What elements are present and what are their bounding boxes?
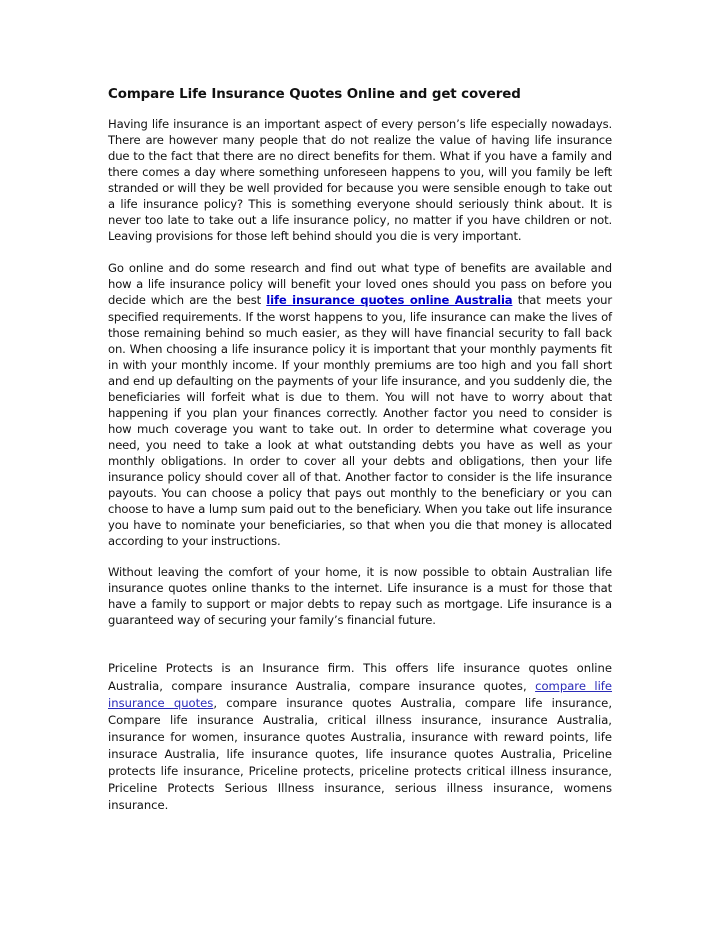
paragraph-priceline-text-before: Priceline Protects is an Insurance firm. This offers life insurance quotes online Australia, compare insurance Australia, compare insurance quotes, (108, 661, 612, 693)
paragraph-priceline (108, 660, 612, 814)
paragraph-research-text-after: that meets your specified requirements. If the worst happens to you, life insurance can make the lives of those remaining behind so much easier, as they will have financial security to fall back on. When choosing a life insurance policy it is important that your monthly payments fit in with your monthly income. If your monthly premiums are too high and you fall short and end up defaulting on the payments of your life insurance, and you suddenly die, the beneficiaries will forfeit what is due to them. You will not have to worry about that happening if you plan your finances correctly. Another factor you need to consider is how much coverage you want to take out. In order to determine what coverage you need, you need to take a look at what outstanding debts you have as well as your monthly obligations. In order to cover all your debts and obligations, then your life insurance policy should cover all of that. Another factor to consider is the life insurance payouts. You can choose a policy that pays out monthly to the beneficiary or you can choose to have a lump sum paid out to the beneficiary. When you take out life insurance you have to nominate your beneficiaries, so that when you die that money is allocated according to your instructions. (108, 293, 613, 549)
paragraph-research-text-before: Go online and do some research and find out what type of benefits are available and how a life insurance policy will benefit your loved ones should you pass on before you decide which are the best (108, 261, 612, 308)
paragraph-intro: Having life insurance is an important aspect of every person’s life especially nowadays. There are however many people that do not realize the value of having life insurance due to the fact that there are no direct benefits for them. What if you have a family and there comes a day where something unforeseen happens to you, will you family be left stranded or will they be well provided for because you were sensible enough to take out a life insurance policy? This is something everyone should seriously think about. It is never too late to take out a life insurance policy, no matter if you have children or not. Leaving provisions for those left behind should you die is very important. (108, 117, 612, 244)
document-page (108, 86, 612, 830)
life-insurance-quotes-online-australia-link[interactable]: life insurance quotes online Australia (266, 293, 513, 308)
document-title: Compare Life Insurance Quotes Online and get covered (108, 87, 521, 102)
paragraph-priceline-text-after: , compare insurance quotes Australia, compare life insurance, Compare life insurance Australia, critical illness insurance, insurance Australia, insurance for women, insurance quotes Australia, insurance with reward points, life insurace Australia, life insurance quotes, life insurance quotes Australia, Priceline protects life insurance, Priceline protects, priceline protects critical illness insurance, Priceline Protects Serious Illness insurance, serious illness insurance, womens insurance. (108, 695, 613, 813)
paragraph-online-quotes: Without leaving the comfort of your home, it is now possible to obtain Australian life insurance quotes online thanks to the internet. Life insurance is a must for those that have a family to support or major debts to repay such as mortgage. Life insurance is a guaranteed way of securing your family’s financial future. (108, 565, 612, 628)
compare-life-insurance-quotes-link[interactable]: compare life insurance quotes (108, 678, 613, 710)
paragraph-research (108, 260, 612, 549)
